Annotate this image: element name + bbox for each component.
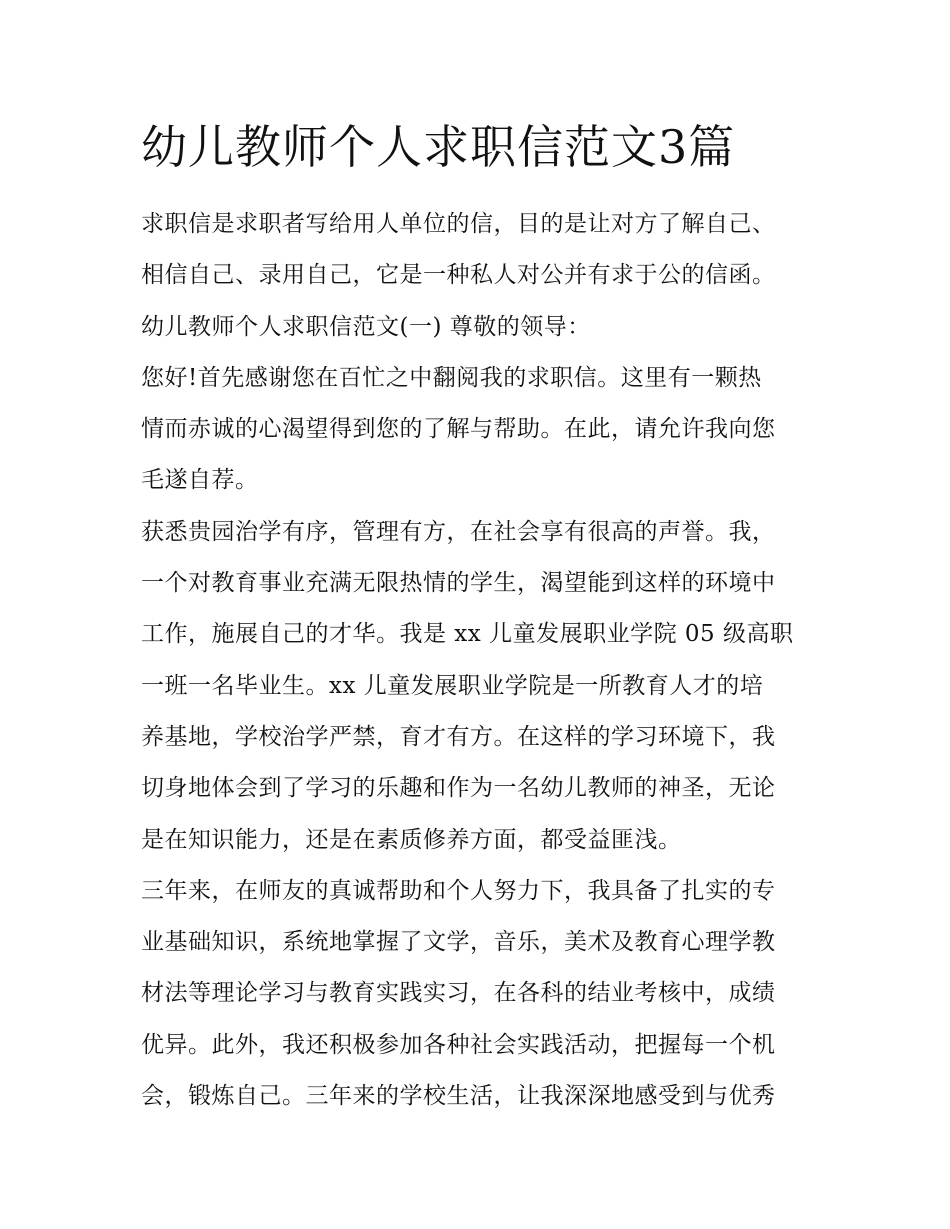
text-line: 切身地体会到了学习的乐趣和作为一名幼儿教师的神圣，无论 <box>141 775 776 802</box>
text-line: 毛遂自荐。 <box>141 467 259 494</box>
text-line: 工作，施展自己的才华。我是 xx 儿童发展职业学院 05 级高职 <box>141 621 794 648</box>
text-line: 材法等理论学习与教育实践实习，在各科的结业考核中，成绩 <box>141 980 776 1007</box>
text-line: 获悉贵园治学有序，管理有方，在社会享有很高的声誉。我， <box>141 518 776 545</box>
document-title: 幼儿教师个人求职信范文3篇 <box>141 120 736 174</box>
text-line: 一班一名毕业生。xx 儿童发展职业学院是一所教育人才的培 <box>141 672 764 699</box>
text-line: 求职信是求职者写给用人单位的信，目的是让对方了解自己、 <box>141 211 776 237</box>
text-line: 会，锻炼自己。三年来的学校生活，让我深深地感受到与优秀 <box>141 1083 776 1110</box>
text-line: 三年来，在师友的真诚帮助和个人努力下，我具备了扎实的专 <box>141 877 776 904</box>
text-line: 业基础知识，系统地掌握了文学，音乐，美术及教育心理学教 <box>141 929 776 956</box>
text-line: 您好!首先感谢您在百忙之中翻阅我的求职信。这里有一颗热 <box>141 364 762 391</box>
document-body <box>141 199 821 1122</box>
text-line: 相信自己、录用自己，它是一种私人对公并有求于公的信函。 <box>141 262 776 289</box>
text-line: 是在知识能力，还是在素质修养方面，都受益匪浅。 <box>141 826 682 853</box>
text-line: 情而赤诚的心渴望得到您的了解与帮助。在此，请允许我向您 <box>141 416 776 443</box>
text-line: 幼儿教师个人求职信范文(一) 尊敬的领导： <box>141 313 591 340</box>
text-line: 一个对教育事业充满无限热情的学生，渴望能到这样的环境中 <box>141 570 776 597</box>
text-line: 养基地，学校治学严禁，育才有方。在这样的学习环境下，我 <box>141 723 776 750</box>
text-line: 优异。此外，我还积极参加各种社会实践活动，把握每一个机 <box>141 1031 776 1058</box>
